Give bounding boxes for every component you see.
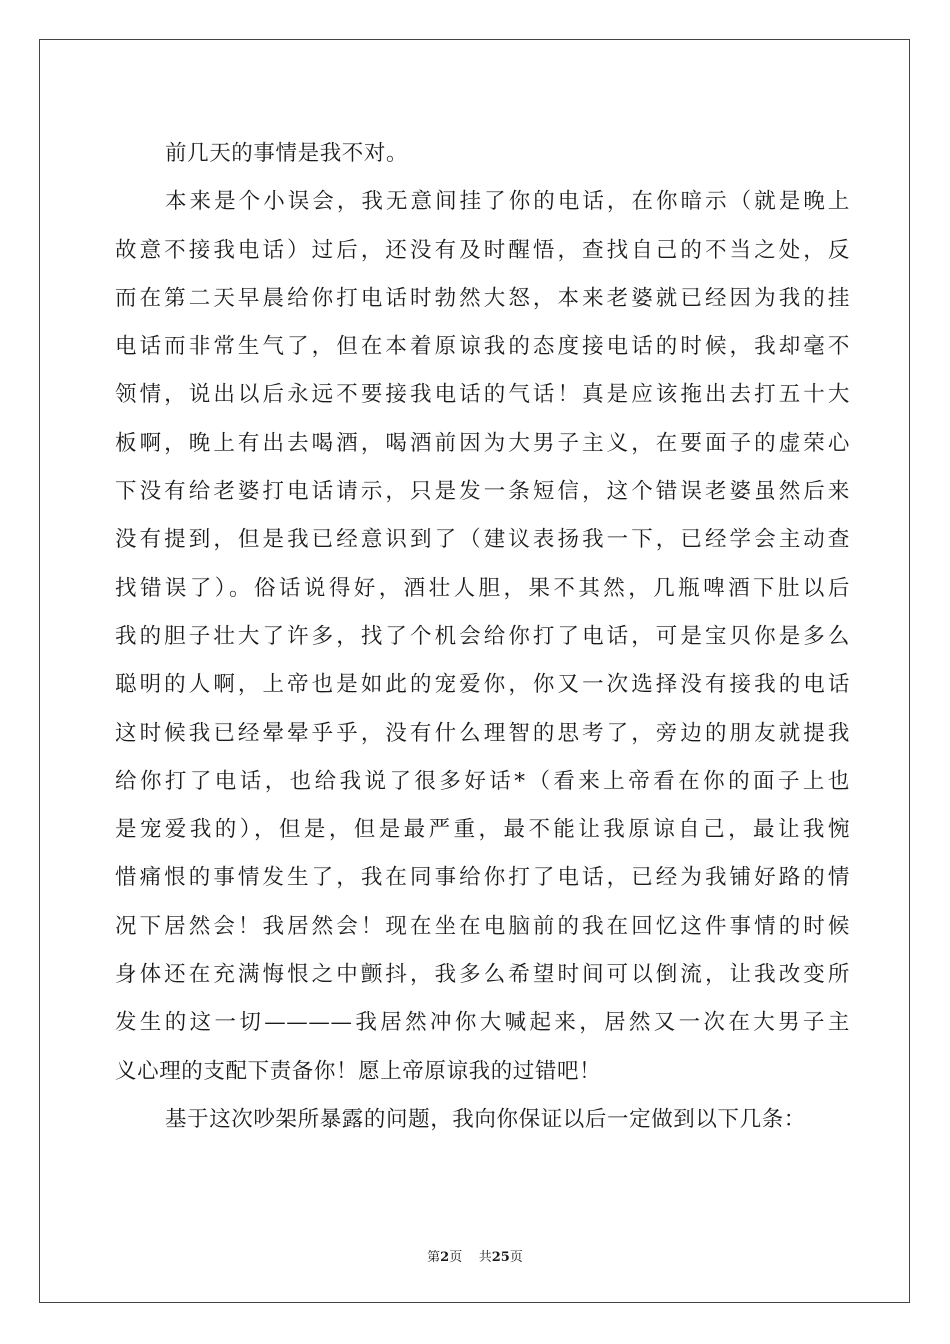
total-prefix: 共 — [478, 1250, 492, 1265]
paragraph-line: 是宠爱我的），但是，但是最严重，最不能让我原谅自己，最让我惋 — [115, 817, 850, 843]
paragraph-line: 身体还在充满悔恨之中颤抖，我多么希望时间可以倒流，让我改变所 — [115, 962, 850, 988]
paragraph-line: 这时候我已经晕晕乎乎，没有什么理智的思考了，旁边的朋友就提我 — [115, 720, 850, 746]
page-prefix: 第 — [427, 1250, 441, 1265]
paragraph-line: 电话而非常生气了，但在本着原谅我的态度接电话的时候，我却毫不 — [115, 334, 850, 360]
paragraph-line: 找错误了）。俗话说得好，酒壮人胆，果不其然，几瓶啤酒下肚以后 — [115, 575, 850, 601]
page-footer — [0, 1246, 950, 1265]
page-suffix: 页 — [449, 1250, 463, 1265]
paragraph-line: 前几天的事情是我不对。 — [165, 141, 409, 166]
paragraph-line: 给你打了电话，也给我说了很多好话*（看来上帝看在你的面子上也 — [115, 768, 850, 794]
total-suffix: 页 — [509, 1250, 523, 1265]
paragraph-line: 惜痛恨的事情发生了，我在同事给你打了电话，已经为我铺好路的情 — [115, 865, 850, 891]
paragraph-line: 没有提到，但是我已经意识到了（建议表扬我一下，已经学会主动查 — [115, 527, 850, 553]
paragraph-line: 而在第二天早晨给你打电话时勃然大怒，本来老婆就已经因为我的挂 — [115, 285, 850, 311]
page-number: 2 — [440, 1250, 450, 1265]
total-pages: 25 — [491, 1250, 510, 1265]
paragraph-line: 本来是个小误会，我无意间挂了你的电话，在你暗示（就是晚上 — [165, 189, 850, 215]
paragraph-line: 义心理的支配下责备你！愿上帝原谅我的过错吧！ — [115, 1058, 602, 1084]
paragraph-line: 聪明的人啊，上帝也是如此的宠爱你，你又一次选择没有接我的电话 — [115, 672, 850, 698]
paragraph-line: 故意不接我电话）过后，还没有及时醒悟，查找自己的不当之处，反 — [115, 237, 850, 263]
paragraph-line: 况下居然会！我居然会！现在坐在电脑前的我在回忆这件事情的时候 — [115, 913, 850, 939]
document-body — [115, 130, 850, 1144]
paragraph-line: 领情，说出以后永远不要接我电话的气话！真是应该拖出去打五十大 — [115, 382, 850, 408]
paragraph-line: 板啊，晚上有出去喝酒，喝酒前因为大男子主义，在要面子的虚荣心 — [115, 430, 850, 456]
paragraph-line: 下没有给老婆打电话请示，只是发一条短信，这个错误老婆虽然后来 — [115, 479, 850, 505]
paragraph-line: 我的胆子壮大了许多，找了个机会给你打了电话，可是宝贝你是多么 — [115, 623, 850, 649]
paragraph-line: 发生的这一切————我居然冲你大喊起来，居然又一次在大男子主 — [115, 1010, 850, 1036]
paragraph-line: 基于这次吵架所暴露的问题，我向你保证以后一定做到以下几条： — [165, 1106, 806, 1132]
